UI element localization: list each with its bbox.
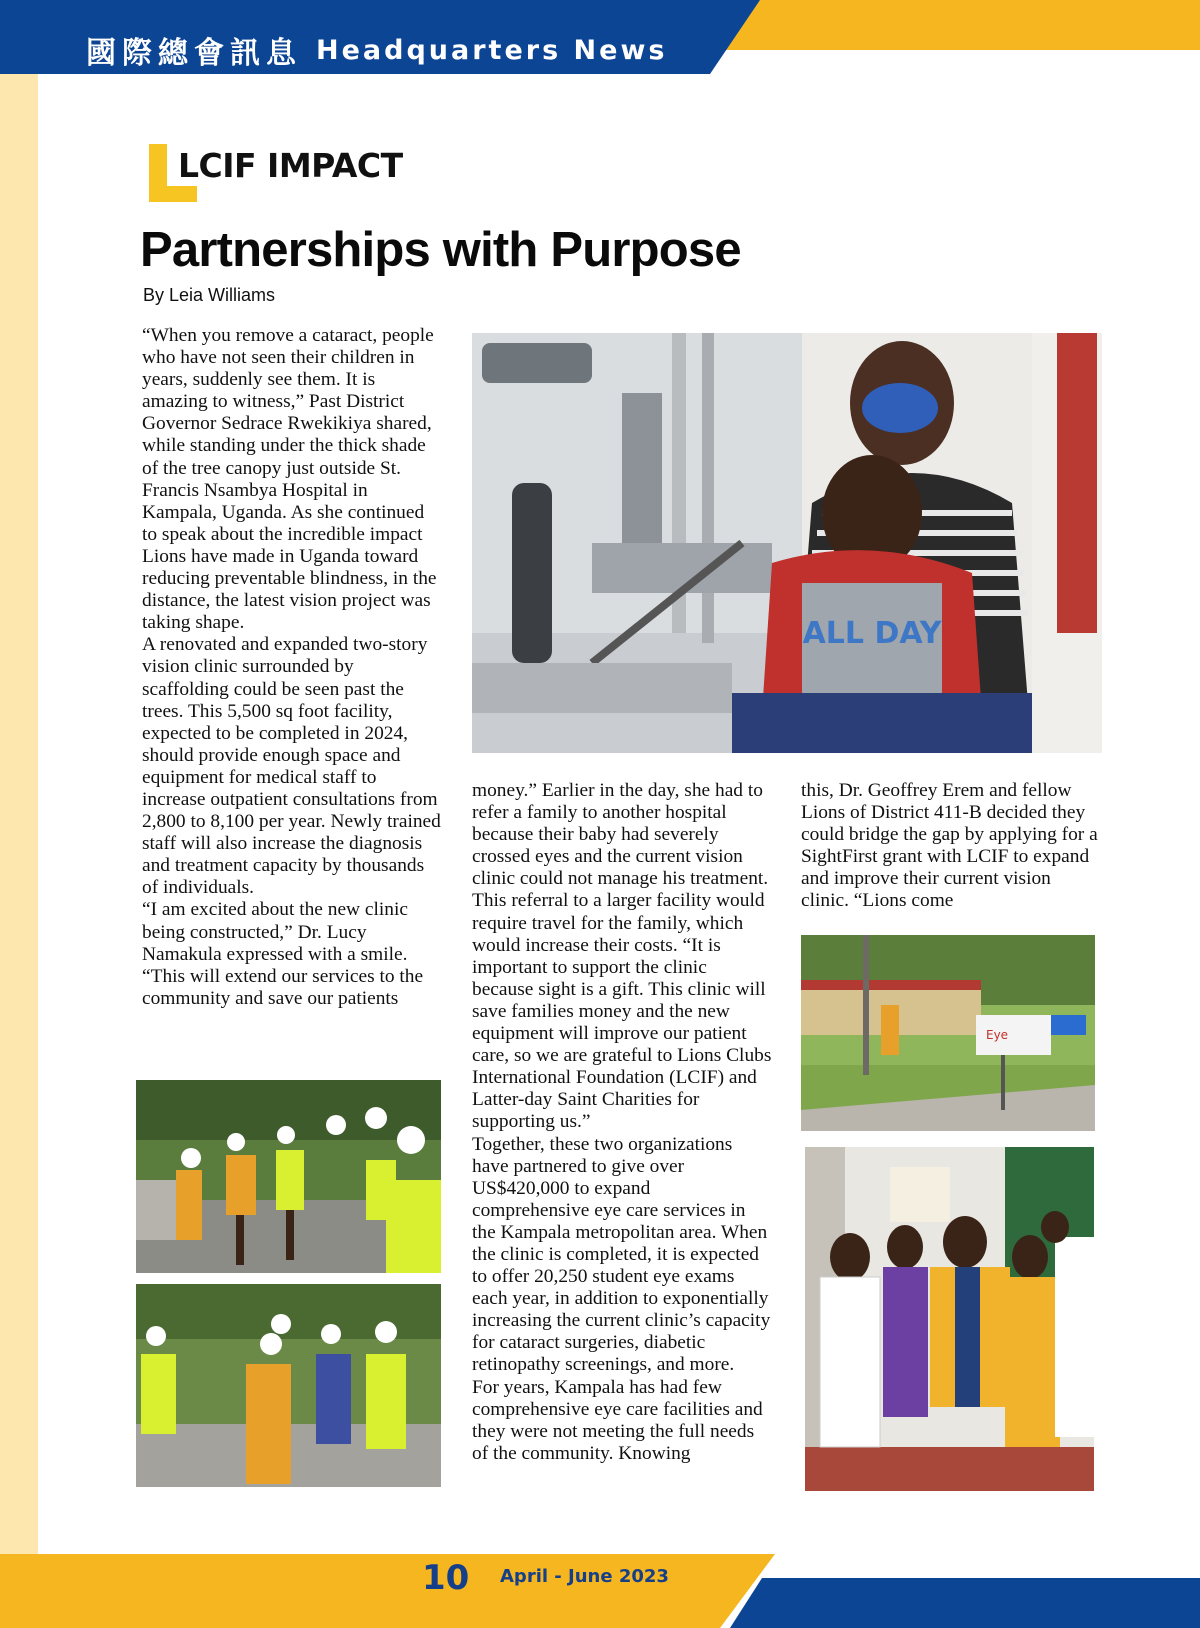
paragraph: “When you remove a cataract, people who have not seen their children in years, suddenly see them. It is amazing to witness,” Past District Governor Sedrace Rwekikiya shared, while standing under the thick shade of the tree canopy just outside St. Francis Nsambya Hospital in Kampala, Uganda. As she continued to speak about the incredible impact Lions have made in Uganda toward reducing preventable blindness, in the distance, the latest vision project was taking shape. [142, 325, 437, 634]
section-label: LCIF IMPACT [178, 146, 403, 185]
article-title: Partnerships with Purpose [140, 223, 741, 277]
header-title-english: Headquarters News [316, 34, 668, 66]
text-column-1 [142, 325, 442, 1010]
photo-lions-visit-clinic [805, 1147, 1094, 1491]
paragraph: For years, Kampala has had few comprehensive eye care facilities and they were not meeting the full needs of the community. Knowing [472, 1376, 763, 1464]
sign-text: Eye [986, 1028, 1009, 1042]
section-marker-foot [149, 186, 197, 202]
issue-date: April - June 2023 [500, 1566, 669, 1587]
paragraph: this, Dr. Geoffrey Erem and fellow Lions of District 411-B decided they could bridge the gap by applying for a SightFirst grant with LCIF to expand and improve their current vision clinic. “Lions come [801, 780, 1098, 912]
photo-site-visit-1 [136, 1080, 441, 1273]
paragraph: Together, these two organizations have partnered to give over US$420,000 to expand comprehensive eye care services in the Kampala metropolitan area. When the clinic is completed, it is expected to offer 20,250 student eye exams each year, in addition to exponentially increasing the current clinic’s capacity for cataract surgeries, diabetic retinopathy screenings, and more. [472, 1133, 771, 1376]
text-column-3 [801, 780, 1101, 913]
shirt-text: ALL DAY [802, 616, 942, 651]
header-title-chinese: 國際總會訊息 [86, 36, 302, 71]
left-margin-stripe [0, 74, 38, 1554]
paragraph: “I am excited about the new clinic being constructed,” Dr. Lucy Namakula expressed with a smile. “This will extend our services to the community and save our patients [142, 899, 424, 1009]
page-number: 10 [422, 1558, 470, 1598]
byline: By Leia Williams [143, 285, 276, 305]
header-title [86, 30, 667, 70]
text-column-2 [472, 780, 772, 1465]
paragraph: money.” Earlier in the day, she had to refer a family to another hospital because their baby had severely crossed eyes and the current vision clinic could not manage his treatment. This referral to a larger facility would require travel for the family, which would increase their costs. “It is important to support the clinic because sight is a gift. This clinic will save families money and the new equipment will improve our patient care, so we are grateful to Lions Clubs International Foundation (LCIF) and Latter-day Saint Charities for supporting us.” [472, 780, 772, 1133]
photo-eye-exam-mother-child [472, 333, 1102, 753]
photo-site-visit-2 [136, 1284, 441, 1487]
paragraph: A renovated and expanded two-story vision clinic surrounded by scaffolding could be seen past the trees. This 5,500 sq foot facility, expected to be completed in 2024, should provide enough space and equipment for medical staff to increase outpatient consultations from 2,800 to 8,100 per year. Newly trained staff will also increase the diagnosis and treatment capacity by thousands of individuals. [142, 634, 441, 899]
photo-clinic-grounds [801, 935, 1095, 1131]
